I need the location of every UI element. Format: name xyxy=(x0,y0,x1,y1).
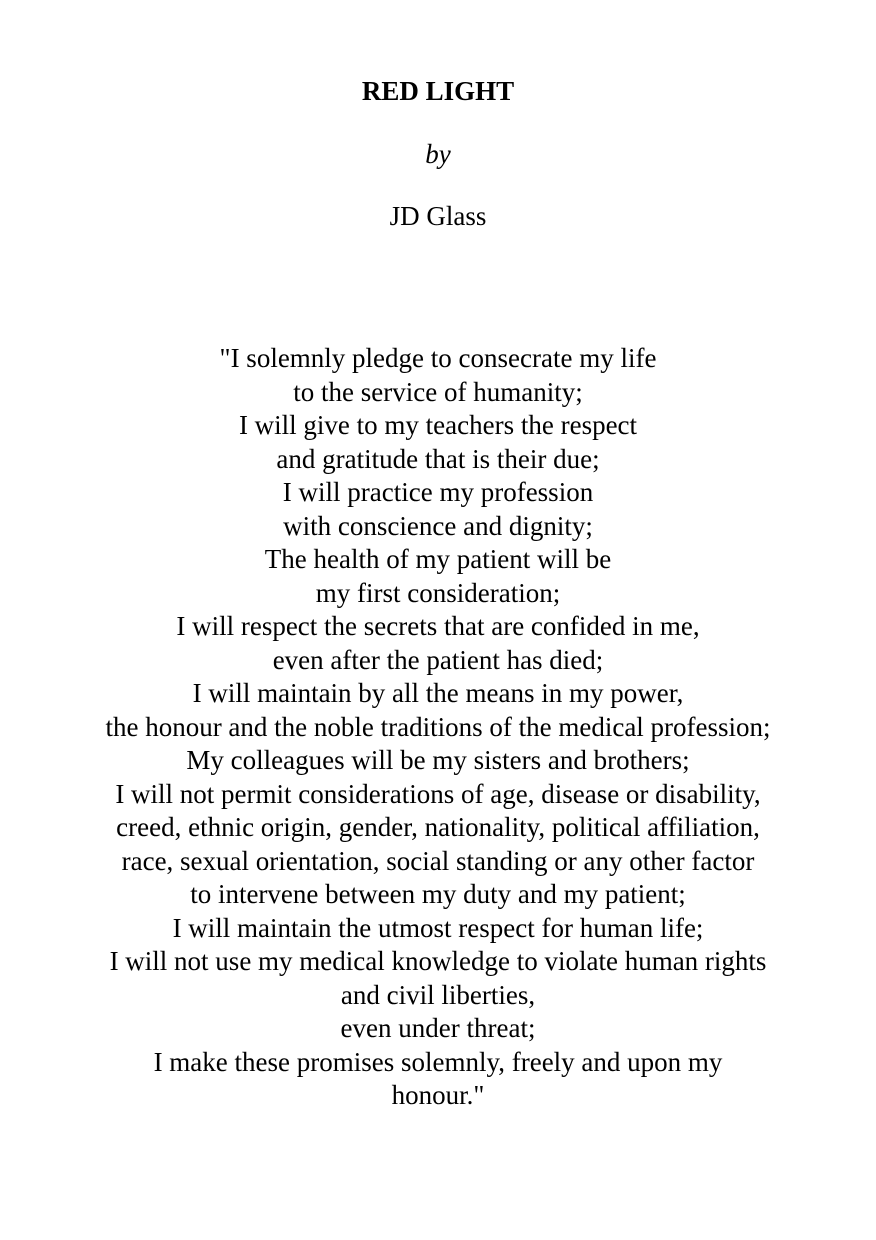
text-line: I will not permit considerations of age, disease or disability, xyxy=(115,778,761,809)
text-line: even under threat; xyxy=(340,1013,536,1043)
text-line: I make these promises solemnly, freely and upon my xyxy=(153,1046,723,1077)
text-line: creed, ethnic origin, gender, nationality, political affiliation, xyxy=(116,812,760,842)
text-line: I will maintain the utmost respect for human life; xyxy=(172,912,704,943)
text-line: to intervene between my duty and my patient; xyxy=(190,879,686,909)
text-line: the honour and the noble traditions of the medical profession; xyxy=(105,711,771,742)
text-line: I will respect the secrets that are confided in me, xyxy=(176,611,700,641)
byline: by xyxy=(425,139,451,169)
text-line: to the service of humanity; xyxy=(293,376,583,407)
author-name: JD Glass xyxy=(389,201,487,231)
text-line: I will maintain by all the means in my power, xyxy=(192,678,684,708)
text-line: The health of my patient will be xyxy=(264,544,612,574)
text-line: "I solemnly pledge to consecrate my life xyxy=(219,343,657,373)
oath-text xyxy=(0,342,876,1113)
text-line: and gratitude that is their due; xyxy=(276,443,600,474)
document-title: RED LIGHT xyxy=(361,76,515,106)
text-line: and civil liberties, xyxy=(340,979,536,1010)
text-line: race, sexual orientation, social standing or any other factor xyxy=(121,845,755,876)
text-line: I will practice my profession xyxy=(282,477,594,507)
text-line: My colleagues will be my sisters and brothers; xyxy=(186,745,690,775)
text-line: my first consideration; xyxy=(315,577,561,608)
text-line: with conscience and dignity; xyxy=(283,510,593,541)
text-line: even after the patient has died; xyxy=(272,644,604,675)
text-line: I will not use my medical knowledge to violate human rights xyxy=(109,946,767,976)
text-line: I will give to my teachers the respect xyxy=(238,410,638,440)
text-line: honour." xyxy=(391,1080,485,1110)
